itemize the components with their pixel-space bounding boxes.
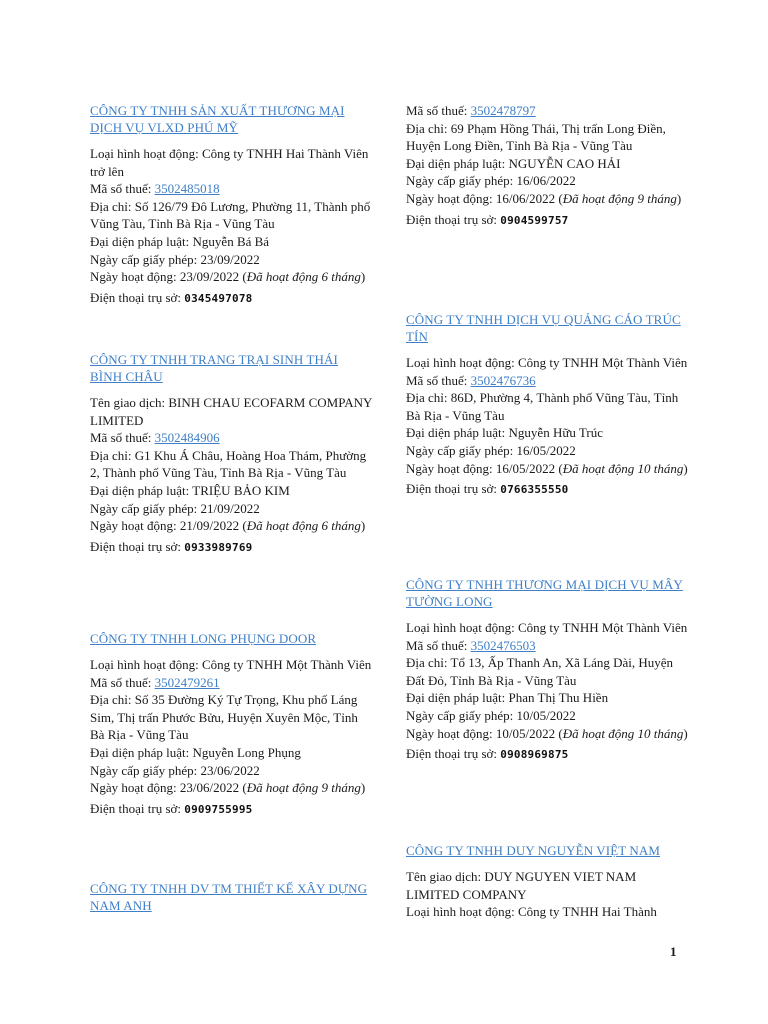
company-entry — [90, 351, 372, 569]
company-entry-continued — [406, 102, 688, 242]
tax-code: Mã số thuế: 3502478797 — [406, 103, 536, 118]
active-date: Ngày hoạt động: 21/09/2022 (Đã hoạt động 6 tháng) — [90, 518, 366, 534]
company-title-link[interactable]: CÔNG TY TNHH DUY NGUYỄN VIỆT NAM — [406, 843, 661, 858]
head-office-phone: Điện thoại trụ sở: 0909755995 — [90, 800, 253, 816]
license-date: Ngày cấp giấy phép: 21/09/2022 — [90, 500, 260, 516]
company-title-link[interactable]: CÔNG TY TNHH DV TM THIẾT KẾ XÂY DỰNG NAM ANH — [90, 881, 368, 913]
business-type: Loại hình hoạt động: Công ty TNHH Hai Thành Viên trở lên — [90, 146, 369, 179]
license-date: Ngày cấp giấy phép: 23/06/2022 — [90, 762, 260, 778]
address: Địa chỉ: 86D, Phường 4, Thành phố Vũng Tàu, Tỉnh Bà Rịa - Vũng Tàu — [406, 390, 679, 423]
company-entry — [90, 880, 372, 923]
legal-representative: Đại diện pháp luật: TRIỆU BẢO KIM — [90, 482, 290, 498]
tax-code: Mã số thuế: 3502476503 — [406, 637, 536, 653]
company-entry — [90, 630, 372, 831]
address: Địa chỉ: Tổ 13, Ấp Thanh An, Xã Láng Dài, Huyện Đất Đỏ, Tỉnh Bà Rịa - Vũng Tàu — [406, 655, 674, 688]
legal-representative: Đại diện pháp luật: Nguyễn Long Phụng — [90, 744, 301, 760]
legal-representative: Đại diện pháp luật: Phan Thị Thu Hiền — [406, 690, 609, 706]
tax-code: Mã số thuế: 3502484906 — [90, 430, 220, 446]
license-date: Ngày cấp giấy phép: 23/09/2022 — [90, 251, 260, 267]
legal-representative: Đại diện pháp luật: Nguyễn Hữu Trúc — [406, 425, 603, 441]
address: Địa chỉ: 69 Phạm Hồng Thái, Thị trấn Long Điền, Huyện Long Điền, Tỉnh Bà Rịa - Vũng Tàu — [406, 120, 666, 154]
tax-code-link[interactable]: 3502484906 — [154, 430, 220, 446]
head-office-phone: Điện thoại trụ sở: 0766355550 — [406, 481, 569, 497]
company-title-link[interactable]: CÔNG TY TNHH THƯƠNG MẠI DỊCH VỤ MÂY TƯỜNG LONG — [406, 577, 683, 609]
phone-number: 0908969875 — [500, 748, 569, 762]
tax-code-link[interactable]: 3502476736 — [470, 372, 536, 388]
phone-number: 0345497078 — [184, 291, 253, 305]
trade-name: Tên giao dịch: DUY NGUYEN VIET NAM LIMITED COMPANY — [406, 869, 637, 902]
company-entry — [90, 102, 372, 320]
phone-number: 0909755995 — [184, 802, 253, 816]
address: Địa chỉ: Số 35 Đường Ký Tự Trọng, Khu phố Láng Sim, Thị trấn Phước Bửu, Huyện Xuyên Mộc, Tỉnh Bà Rịa - Vũng Tàu — [90, 692, 358, 743]
head-office-phone: Điện thoại trụ sở: 0345497078 — [90, 289, 253, 305]
legal-representative: Đại diện pháp luật: NGUYỄN CAO HẢI — [406, 155, 621, 171]
company-title-link[interactable]: CÔNG TY TNHH TRANG TRẠI SINH THÁI BÌNH CHÂU — [90, 352, 338, 384]
company-title-link[interactable]: CÔNG TY TNHH DỊCH VỤ QUẢNG CÁO TRÚC TÍN — [406, 312, 681, 344]
active-date: Ngày hoạt động: 16/06/2022 (Đã hoạt động 9 tháng) — [406, 190, 682, 206]
company-entry — [406, 311, 688, 512]
phone-number: 0766355550 — [500, 483, 569, 497]
head-office-phone: Điện thoại trụ sở: 0933989769 — [90, 538, 253, 554]
active-date: Ngày hoạt động: 16/05/2022 (Đã hoạt động 10 tháng) — [406, 460, 688, 476]
head-office-phone: Điện thoại trụ sở: 0904599757 — [406, 211, 569, 227]
tax-code: Mã số thuế: 3502479261 — [90, 674, 220, 690]
license-date: Ngày cấp giấy phép: 16/06/2022 — [406, 173, 576, 189]
tax-code-link[interactable]: 3502478797 — [470, 103, 536, 118]
business-type: Loại hình hoạt động: Công ty TNHH Hai Thành — [406, 904, 657, 920]
page-number: 1 — [670, 944, 677, 959]
phone-number: 0904599757 — [500, 213, 569, 227]
address: Địa chỉ: G1 Khu Á Châu, Hoàng Hoa Thám, Phường 2, Thành phố Vũng Tàu, Tỉnh Bà Rịa - Vũng Tàu — [90, 447, 367, 481]
business-type: Loại hình hoạt động: Công ty TNHH Một Thành Viên — [406, 355, 688, 370]
phone-number: 0933989769 — [184, 540, 253, 554]
address: Địa chỉ: Số 126/79 Đô Lương, Phường 11, Thành phố Vũng Tàu, Tỉnh Bà Rịa - Vũng Tàu — [90, 198, 371, 232]
active-date: Ngày hoạt động: 10/05/2022 (Đã hoạt động 10 tháng) — [406, 725, 688, 741]
legal-representative: Đại diện pháp luật: Nguyễn Bá Bá — [90, 233, 270, 249]
company-entry — [406, 576, 688, 777]
active-date: Ngày hoạt động: 23/06/2022 (Đã hoạt động 9 tháng) — [90, 780, 366, 796]
tax-code: Mã số thuế: 3502476736 — [406, 372, 536, 388]
license-date: Ngày cấp giấy phép: 16/05/2022 — [406, 442, 576, 458]
company-title-link[interactable]: CÔNG TY TNHH SẢN XUẤT THƯƠNG MẠI DỊCH VỤ VLXD PHÚ MỸ — [90, 103, 345, 135]
license-date: Ngày cấp giấy phép: 10/05/2022 — [406, 707, 576, 723]
business-type: Loại hình hoạt động: Công ty TNHH Một Thành Viên — [406, 620, 688, 635]
business-type: Loại hình hoạt động: Công ty TNHH Một Thành Viên — [90, 657, 372, 672]
company-title-link[interactable]: CÔNG TY TNHH LONG PHỤNG DOOR — [90, 631, 317, 646]
head-office-phone: Điện thoại trụ sở: 0908969875 — [406, 746, 569, 762]
tax-code-link[interactable]: 3502479261 — [154, 674, 220, 690]
tax-code-link[interactable]: 3502485018 — [154, 181, 220, 197]
tax-code: Mã số thuế: 3502485018 — [90, 181, 220, 197]
tax-code-link[interactable]: 3502476503 — [470, 637, 536, 653]
trade-name: Tên giao dịch: BINH CHAU ECOFARM COMPANY LIMITED — [90, 395, 372, 428]
active-date: Ngày hoạt động: 23/09/2022 (Đã hoạt động 6 tháng) — [90, 269, 366, 285]
company-entry — [406, 842, 688, 921]
